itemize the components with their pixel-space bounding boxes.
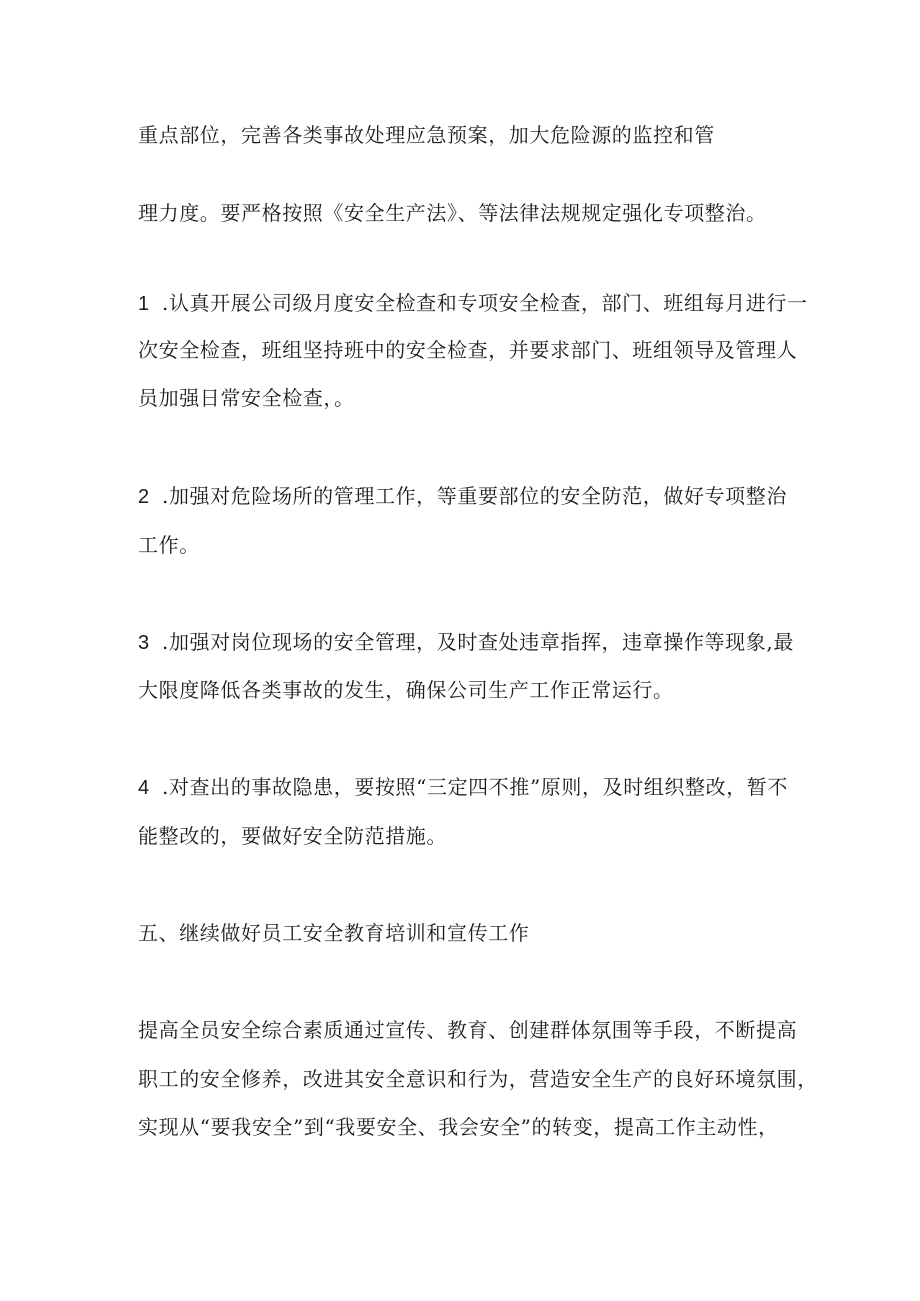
paragraph-line (138, 532, 200, 558)
list-number: 4 (138, 777, 150, 799)
list-number: 3 (138, 632, 150, 654)
line-text: 次安全检查，班组坚持班中的安全检查，并要求部门、班组领导及管理人 (138, 338, 798, 362)
list-item-1-line (138, 290, 808, 317)
paragraph-line (138, 1066, 818, 1092)
line-text: 员加强日常安全检查，。 (138, 386, 355, 410)
line-text: 大限度降低各类事故的发生，确保公司生产工作正常运行。 (138, 678, 674, 702)
paragraph-line (138, 122, 715, 148)
paragraph-line (138, 200, 767, 226)
paragraph-line (138, 677, 674, 703)
line-text: .认真开展公司级月度安全检查和专项安全检查，部门、班组每月进行一 (162, 291, 808, 315)
line-text: .加强对岗位现场的安全管理，及时查处违章指挥，违章操作等现象,最 (162, 630, 794, 654)
list-item-2-line (138, 483, 787, 510)
list-number: 2 (138, 486, 150, 508)
paragraph-line (138, 1017, 797, 1043)
line-text: 实现从“要我安全”到“我要安全、我会安全”的转变，提高工作主动性， (138, 1115, 779, 1139)
paragraph-line (138, 385, 355, 411)
list-item-4-line (138, 774, 788, 801)
section-heading (138, 920, 529, 946)
line-text: 重点部位，完善各类事故处理应急预案，加大危险源的监控和管 (138, 123, 715, 147)
line-text: 职工的安全修养，改进其安全意识和行为，营造安全生产的良好环境氛围， (138, 1067, 818, 1091)
list-number: 1 (138, 293, 150, 315)
line-text: 工作。 (138, 533, 200, 557)
line-text: 能整改的，要做好安全防范措施。 (138, 824, 447, 848)
line-text: 提高全员安全综合素质通过宣传、教育、创建群体氛围等手段，不断提高 (138, 1018, 798, 1042)
heading-text: 五、继续做好员工安全教育培训和宣传工作 (138, 921, 530, 945)
line-text: 理力度。要严格按照《安全生产法》、等法律法规规定强化专项整治。 (138, 201, 767, 225)
list-item-3-line (138, 629, 794, 656)
paragraph-line (138, 1114, 779, 1140)
paragraph-line (138, 823, 447, 849)
paragraph-line (138, 337, 797, 363)
line-text: .加强对危险场所的管理工作，等重要部位的安全防范，做好专项整治 (162, 484, 787, 508)
line-text: .对查出的事故隐患，要按照“三定四不推”原则，及时组织整改，暂不 (162, 775, 789, 799)
